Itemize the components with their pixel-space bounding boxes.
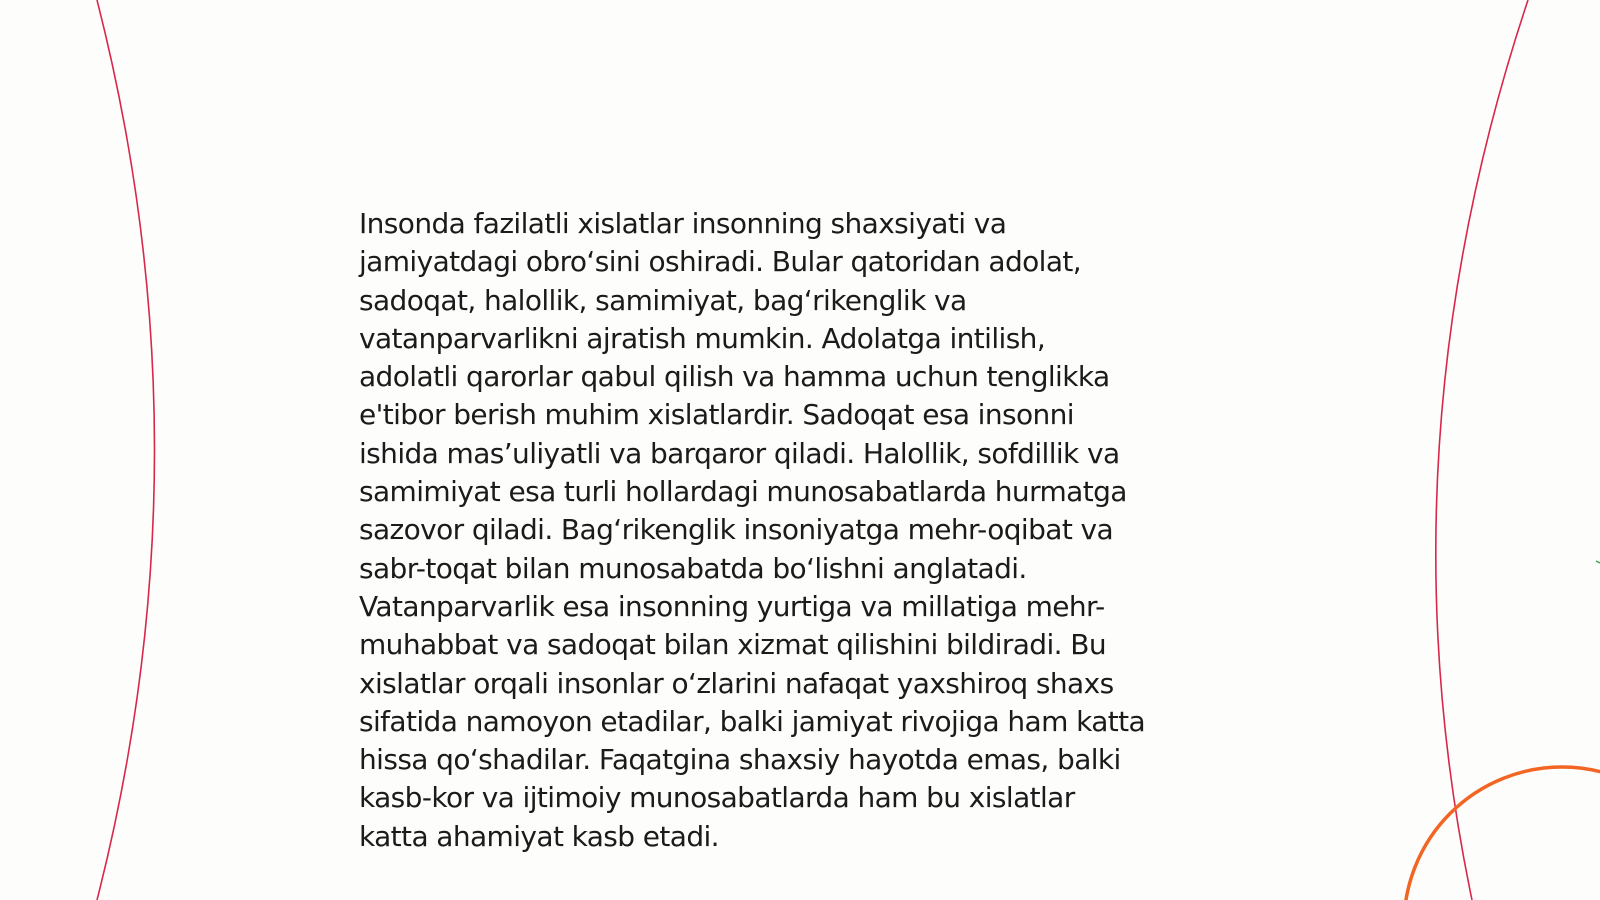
paragraph-line: xislatlar orqali insonlar o‘zlarini nafaqat yaxshiroq shaxs — [359, 666, 1114, 700]
orange-circle-arc — [1404, 767, 1600, 900]
paragraph-line: Insonda fazilatli xislatlar insonning shaxsiyati va — [359, 207, 1007, 240]
paragraph-line: sazovor qiladi. Bag‘rikenglik insoniyatga mehr-oqibat va — [359, 513, 1114, 547]
paragraph-line: ishida mas’uliyatli va barqaror qiladi. Halollik, sofdillik va — [359, 436, 1120, 470]
paragraph-line: e'tibor berish muhim xislatlardir. Sadoqat esa insonni — [359, 398, 1074, 432]
paragraph-line: kasb-kor va ijtimoiy munosabatlarda ham bu xislatlar — [359, 781, 1075, 815]
body-paragraph — [359, 205, 1239, 856]
green-accent-mark — [1596, 561, 1600, 563]
paragraph-line: katta ahamiyat kasb etadi. — [359, 819, 719, 853]
paragraph-line: sadoqat, halollik, samimiyat, bag‘rikenglik va — [359, 283, 967, 317]
paragraph-line: Vatanparvarlik esa insonning yurtiga va millatiga mehr- — [359, 589, 1105, 623]
right-curve-line — [1436, 0, 1528, 900]
paragraph-line: hissa qo‘shadilar. Faqatgina shaxsiy hayotda emas, balki — [359, 743, 1121, 777]
paragraph-line: sabr-toqat bilan munosabatda bo‘lishni anglatadi. — [359, 551, 1027, 585]
paragraph-line: vatanparvarlikni ajratish mumkin. Adolatga intilish, — [359, 321, 1046, 355]
paragraph-line: jamiyatdagi obro‘sini oshiradi. Bular qatoridan adolat, — [359, 245, 1082, 279]
paragraph-line: adolatli qarorlar qabul qilish va hamma uchun tenglikka — [359, 360, 1110, 394]
paragraph-line: sifatida namoyon etadilar, balki jamiyat rivojiga ham katta — [359, 704, 1146, 738]
paragraph-line: samimiyat esa turli hollardagi munosabatlarda hurmatga — [359, 475, 1127, 509]
paragraph-line: muhabbat va sadoqat bilan xizmat qilishini bildiradi. Bu — [359, 628, 1107, 662]
left-curve-line — [97, 0, 155, 900]
